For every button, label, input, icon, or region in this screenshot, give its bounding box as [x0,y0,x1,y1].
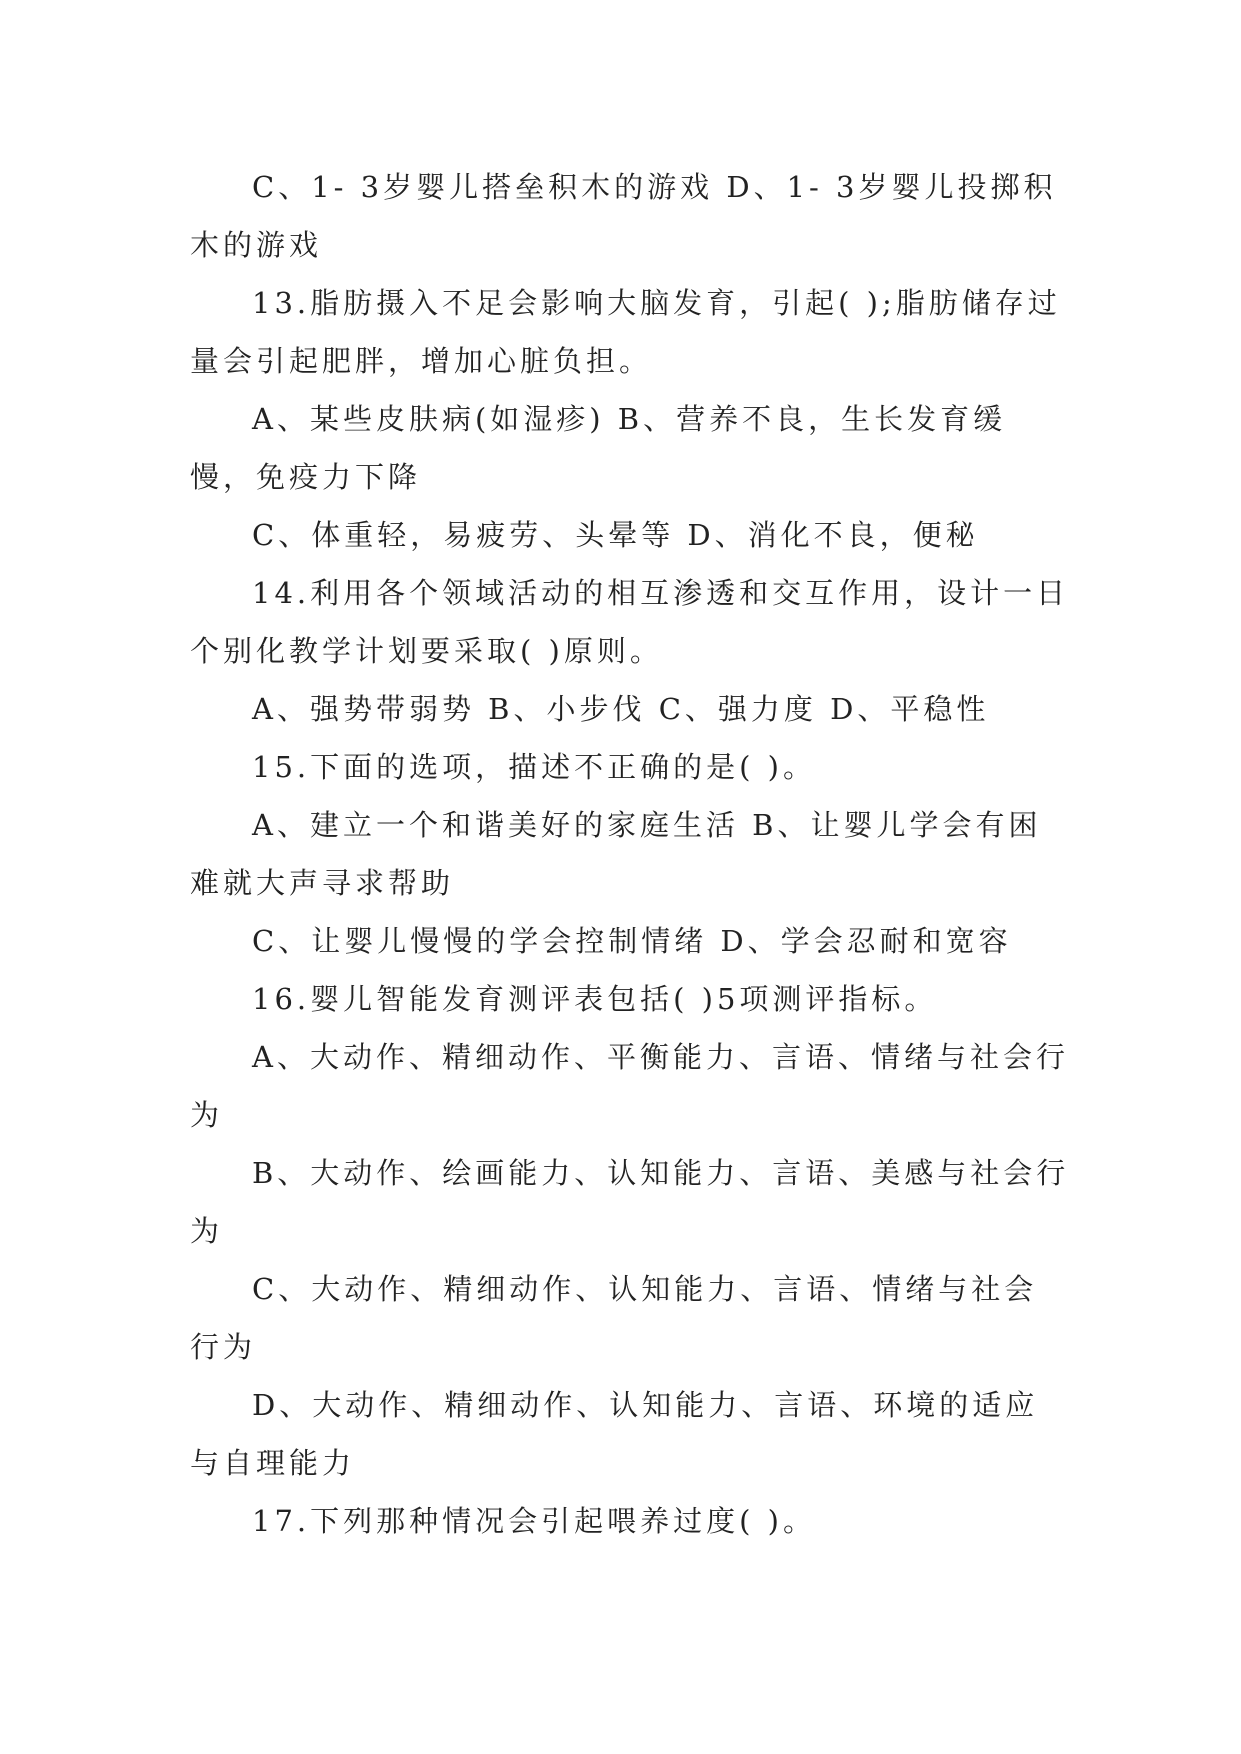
question-15: 15.下面的选项，描述不正确的是( )。 [252,750,816,784]
question-17: 17.下列那种情况会引起喂养过度( )。 [252,1504,816,1538]
options-q14: A、强势带弱势 B、小步伐 C、强力度 D、平稳性 [252,692,990,726]
option-d-q16: D、大动作、精细动作、认知能力、言语、环境的适应与自理能力 [190,1388,1039,1480]
paragraph-option-cd-q12: C、1- 3岁婴儿搭垒积木的游戏 D、1- 3岁婴儿投掷积木的游戏 [190,170,1057,262]
options-ab-q15: A、建立一个和谐美好的家庭生活 B、让婴儿学会有困难就大声寻求帮助 [190,808,1042,900]
question-13: 13.脂肪摄入不足会影响大脑发育，引起( );脂肪储存过量会引起肥胖，增加心脏负担。 [190,286,1061,378]
option-b-q16: B、大动作、绘画能力、认知能力、言语、美感与社会行为 [190,1156,1070,1248]
question-14: 14.利用各个领域活动的相互渗透和交互作用，设计一日个别化教学计划要采取( )原则。 [190,576,1070,668]
question-16: 16.婴儿智能发育测评表包括( )5项测评指标。 [252,982,938,1016]
options-cd-q15: C、让婴儿慢慢的学会控制情绪 D、学会忍耐和宽容 [252,924,1012,958]
options-cd-q13: C、体重轻，易疲劳、头晕等 D、消化不良，便秘 [252,518,979,552]
option-a-q16: A、大动作、精细动作、平衡能力、言语、情绪与社会行为 [190,1040,1069,1132]
document-body [190,158,1070,1550]
option-c-q16: C、大动作、精细动作、认知能力、言语、情绪与社会行为 [190,1272,1038,1364]
options-ab-q13: A、某些皮肤病(如湿疹) B、营养不良，生长发育缓慢，免疫力下降 [190,402,1007,494]
